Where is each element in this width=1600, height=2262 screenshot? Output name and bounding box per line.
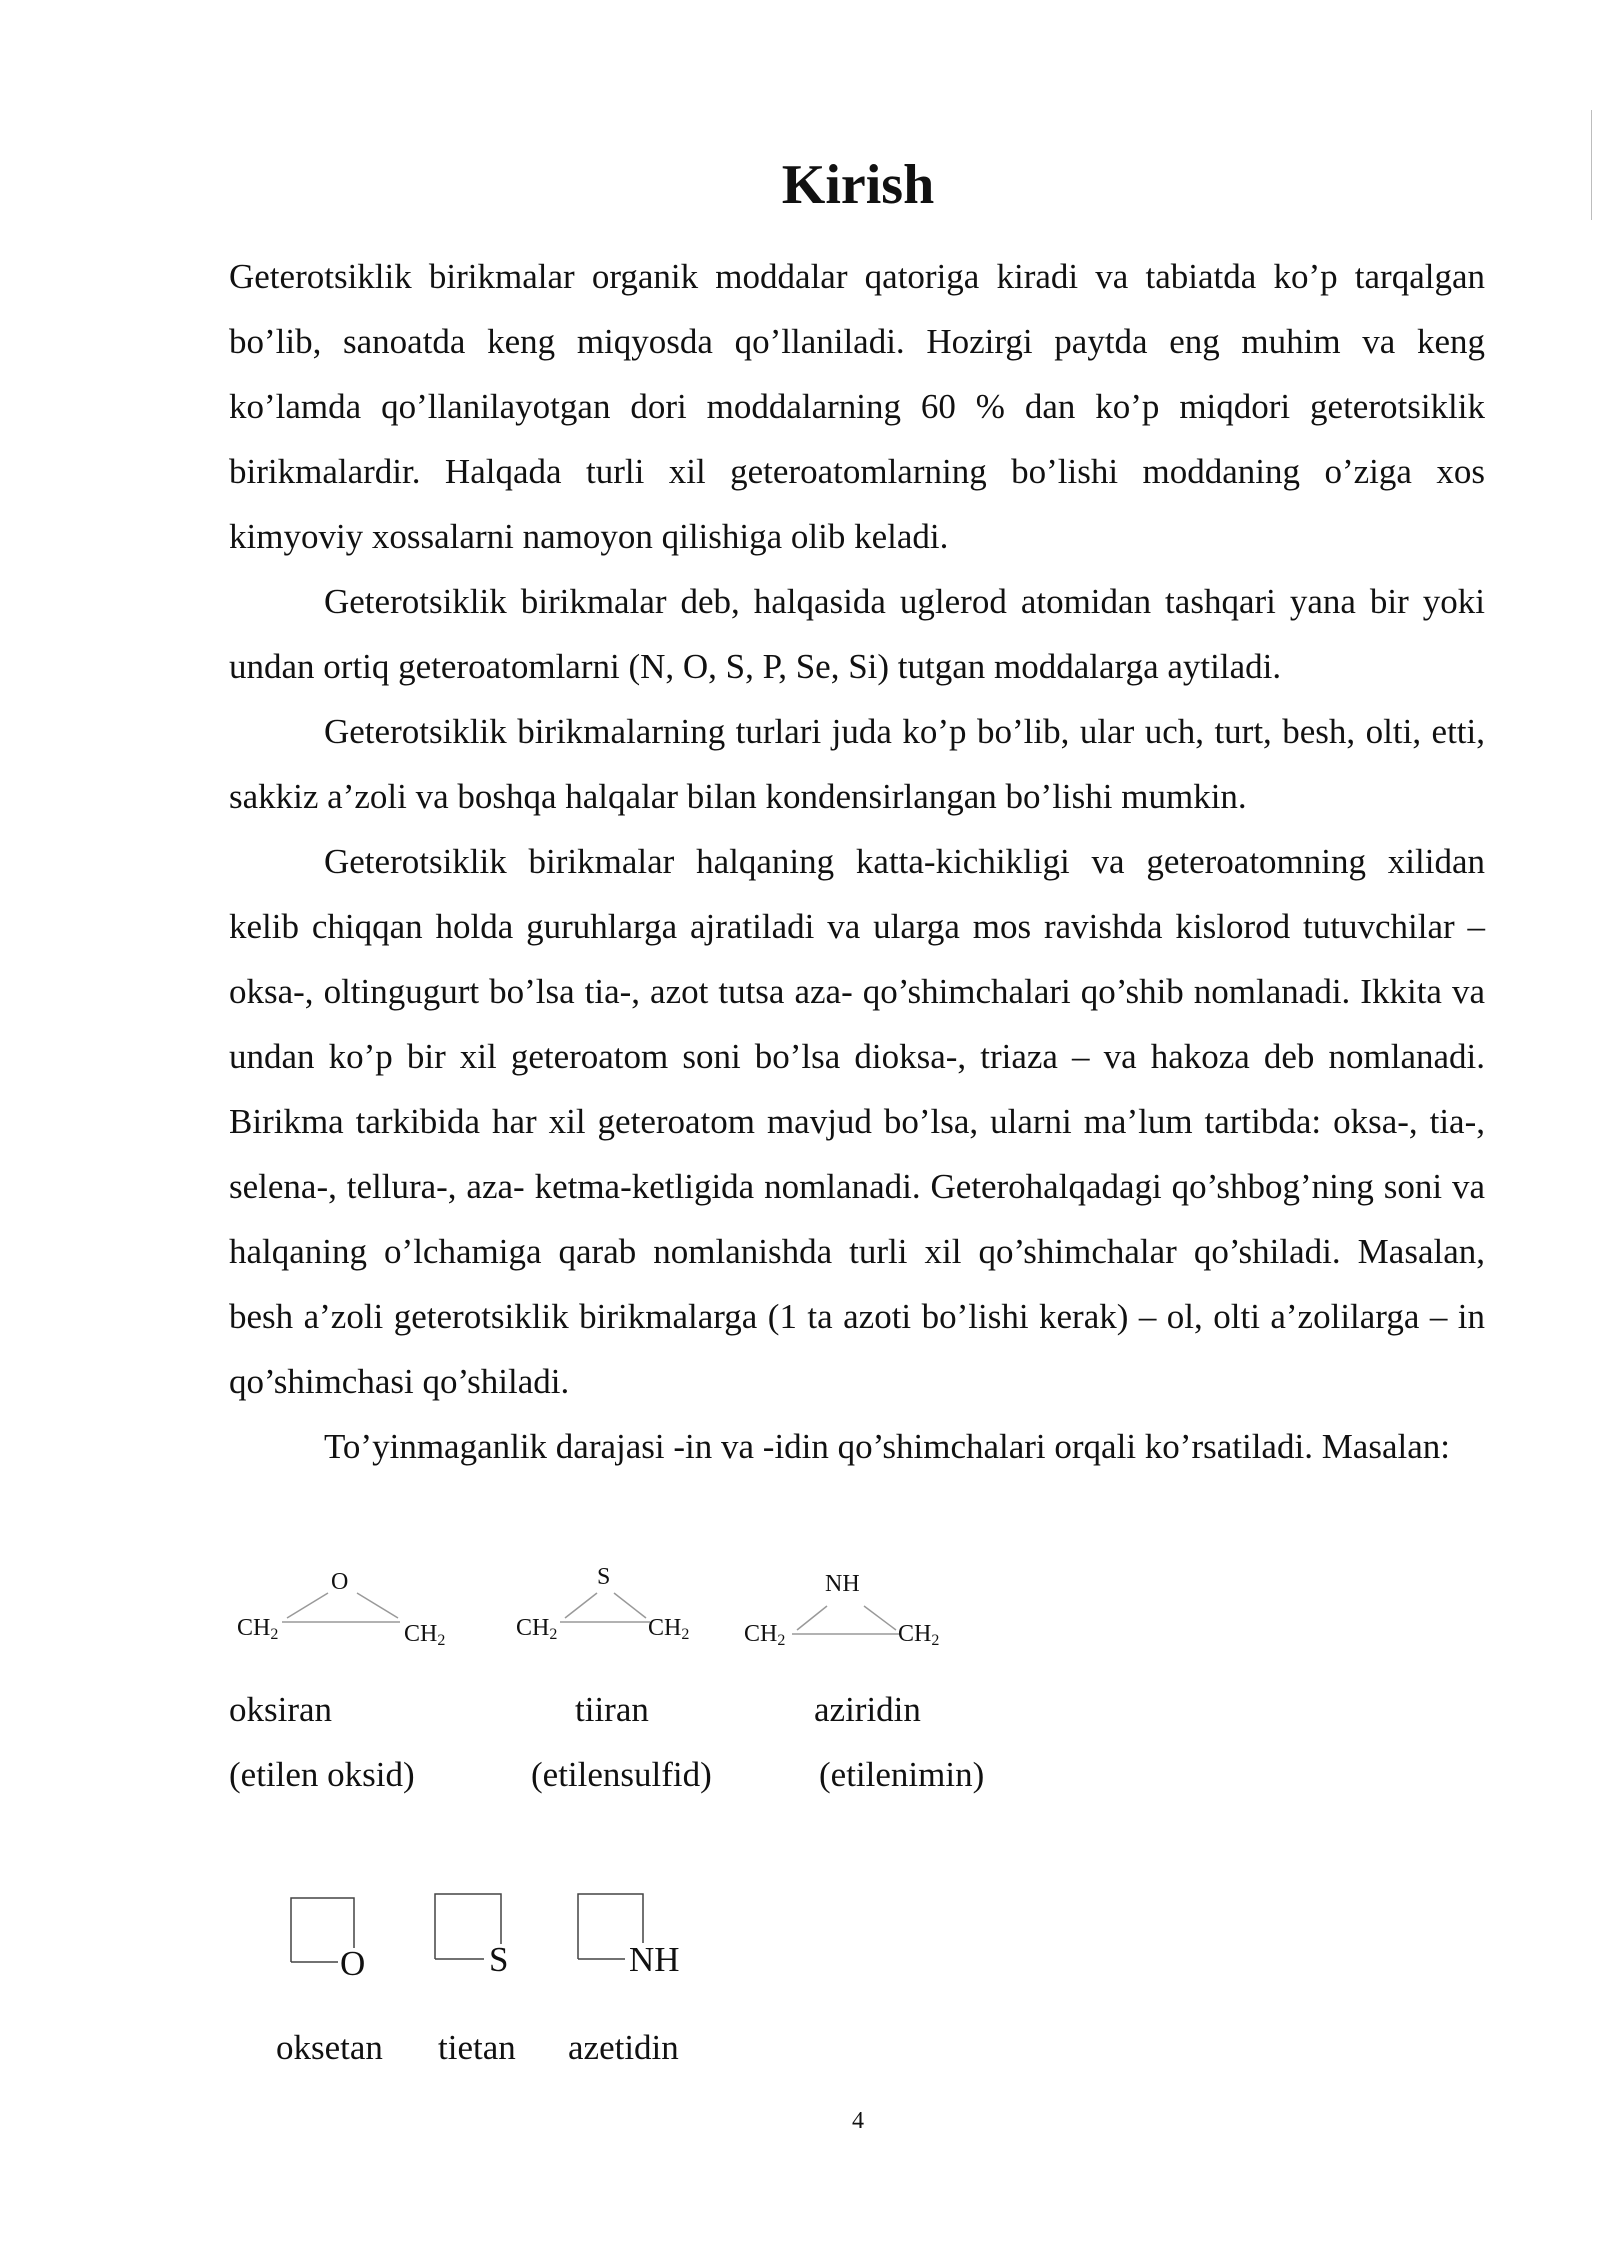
compound-alt-name: (etilensulfid) bbox=[531, 1755, 712, 1794]
page-number: 4 bbox=[852, 2108, 864, 2134]
compound-name: aziridin bbox=[814, 1690, 921, 1729]
compound-name: azetidin bbox=[568, 2028, 679, 2067]
compound-name: oksiran bbox=[229, 1690, 333, 1729]
ring-bond bbox=[864, 1606, 896, 1630]
paragraph: Geterotsiklik birikmalar organik moddalar qatoriga kiradi va tabiatda ko’p tarqalgan bo’lib, sanoatda keng miqyosda qo’llaniladi. Hozirgi paytda eng muhim va keng ko’lamda qo’llanilayotgan dori moddalarning 60 % dan ko’p miqdori geterotsiklik birikmalardir. Halqada turli xil geteroatomlarning bo’lishi moddaning o’ziga xos kimyoviy xossalarni namoyon qilishiga olib keladi. bbox=[229, 257, 1485, 556]
page-title: Kirish bbox=[781, 154, 935, 216]
paragraph: Geterotsiklik birikmalar deb, halqasida uglerod atomidan tashqari yana bir yoki undan ortiq geteroatomlarni (N, O, S, P, Se, Si) tutgan moddalarga aytiladi. bbox=[229, 582, 1485, 686]
paragraph: Geterotsiklik birikmalar halqaning katta-kichikligi va geteroatomning xilidan kelib chiqqan holda guruhlarga ajratiladi va ularga mos ravishda kislorod tutuvchilar – oksa-, oltingugurt bo’lsa tia-, azot tutsa aza- qo’shimchalari qo’shib nomlanadi. Ikkita va undan ko’p bir xil geteroatom soni bo’lsa dioksa-, triaza – va hakoza deb nomlanadi. Birikma tarkibida har xil geteroatom mavjud bo’lsa, ularni ma’lum tartibda: oksa-, tia-, selena-, tellura-, aza- ketma-ketligida nomlanadi. Geterohalqadagi qo’shbog’ning soni va halqaning o’lchamiga qarab nomlanishda turli xil qo’shimchalar qo’shiladi. Masalan, besh a’zoli geterotsiklik birikmalarga (1 ta azoti bo’lishi kerak) – ol, olti a’zolilarga – in qo’shimchasi qo’shiladi. bbox=[229, 842, 1485, 1401]
ring-bond bbox=[797, 1606, 827, 1630]
heteroatom-label: O bbox=[331, 1569, 349, 1595]
heteroatom-label: S bbox=[597, 1564, 611, 1590]
paragraph: To’yinmaganlik darajasi -in va -idin qo’shimchalari orqali ko’rsatiladi. Masalan: bbox=[324, 1427, 1450, 1466]
heteroatom-label: NH bbox=[825, 1571, 860, 1597]
ring-bond bbox=[565, 1593, 597, 1618]
paragraph: Geterotsiklik birikmalarning turlari juda ko’p bo’lib, ular uch, turt, besh, olti, etti, sakkiz a’zoli va boshqa halqalar bilan kondensirlangan bo’lishi mumkin. bbox=[229, 712, 1485, 816]
heteroatom-label: NH bbox=[629, 1940, 680, 1979]
ring-bond bbox=[357, 1593, 398, 1618]
ring-bond bbox=[614, 1593, 646, 1618]
heteroatom-label: O bbox=[340, 1944, 366, 1983]
compound-name: tietan bbox=[438, 2028, 516, 2067]
ch2-group: $CH_2$ bbox=[744, 1621, 786, 1649]
compound-name: tiiran bbox=[575, 1690, 649, 1729]
heteroatom-label: S bbox=[489, 1940, 509, 1979]
compound-alt-name: (etilenimin) bbox=[819, 1755, 985, 1794]
ch2-group: $CH_2$ bbox=[516, 1615, 558, 1643]
ring-bond bbox=[287, 1593, 328, 1618]
ch2-group: $CH_2$ bbox=[404, 1621, 446, 1649]
ch2-group: $CH_2$ bbox=[237, 1615, 279, 1643]
compound-alt-name: (etilen oksid) bbox=[229, 1755, 415, 1794]
ch2-group: $CH_2$ bbox=[648, 1615, 690, 1643]
compound-name: oksetan bbox=[276, 2028, 383, 2067]
ch2-group: $CH_2$ bbox=[898, 1621, 940, 1649]
